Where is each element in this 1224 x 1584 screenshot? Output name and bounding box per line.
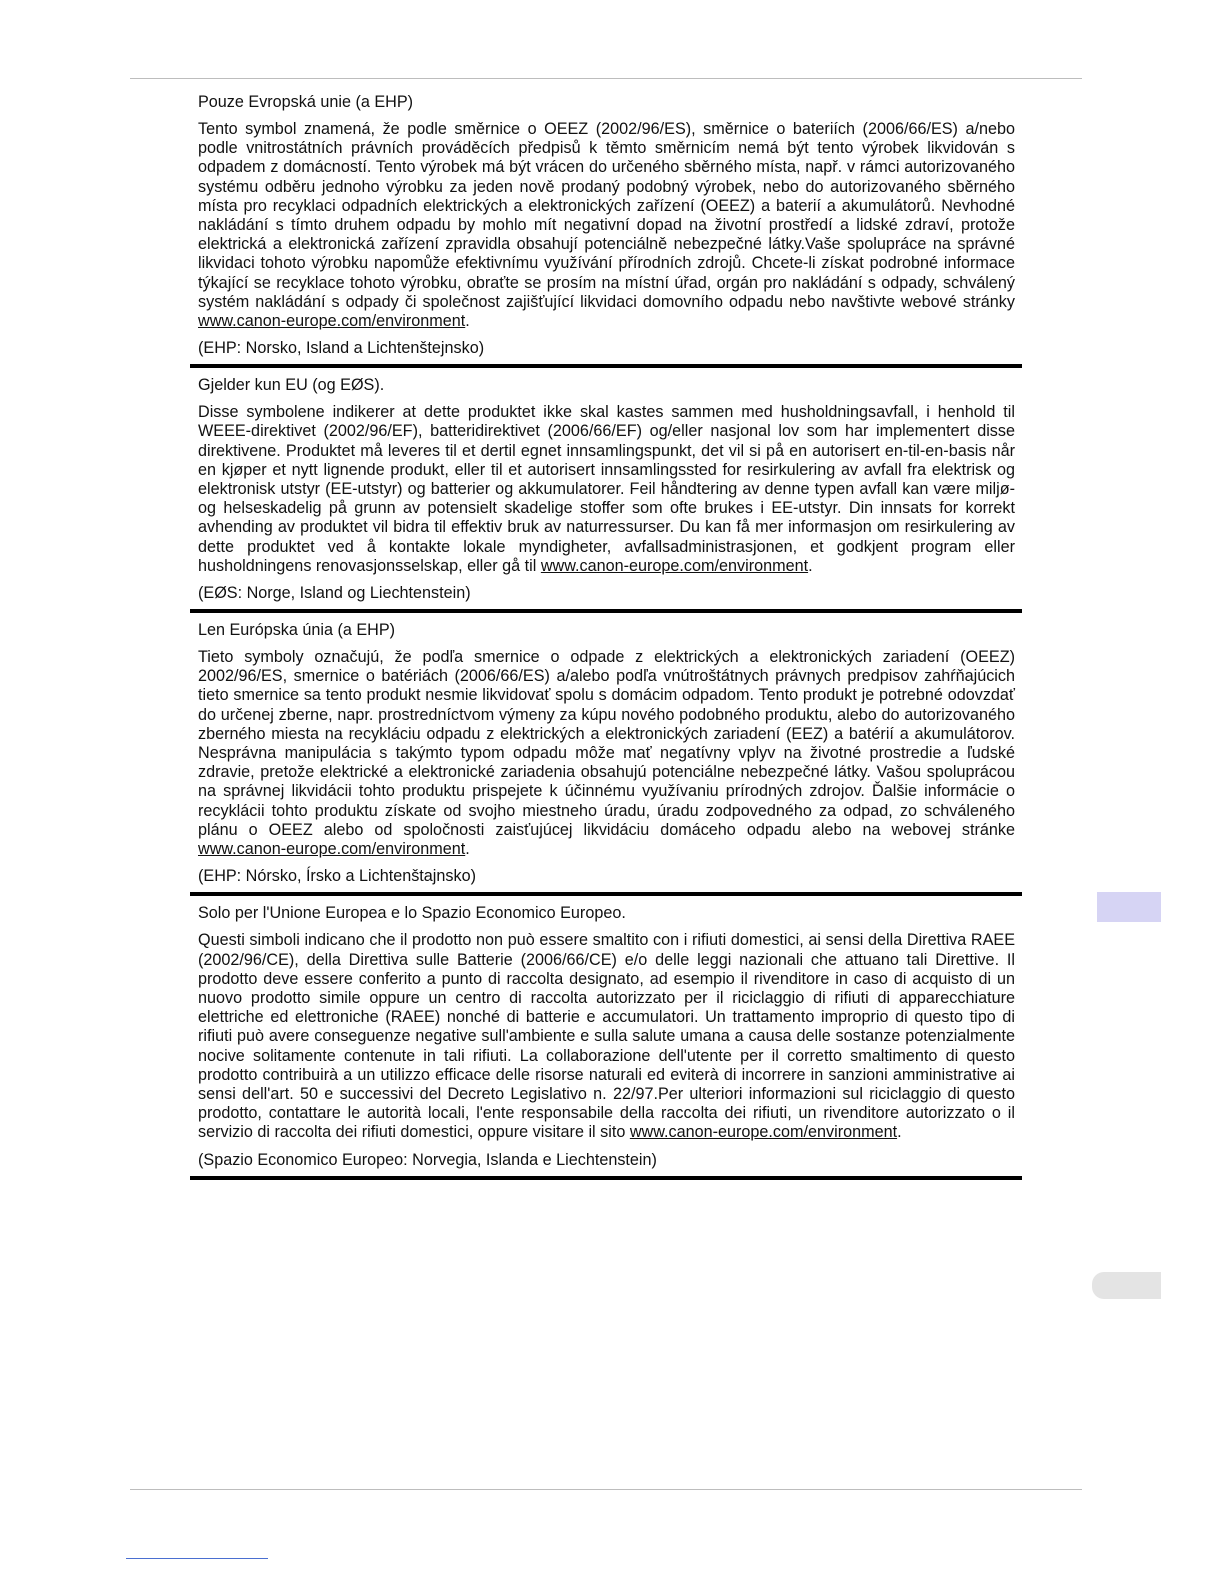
section-slovak bbox=[198, 619, 1015, 887]
section-note: (EHP: Nórsko, Írsko a Lichtenštajnsko) bbox=[198, 867, 476, 886]
link-period: . bbox=[808, 556, 813, 575]
section-note: (Spazio Economico Europeo: Norvegia, Islanda e Liechtenstein) bbox=[198, 1150, 657, 1169]
section-heading: Pouze Evropská unie (a EHP) bbox=[198, 93, 414, 111]
environment-link[interactable]: www.canon-europe.com/environment bbox=[198, 312, 466, 331]
document-content bbox=[198, 91, 1015, 1186]
header-rule bbox=[130, 78, 1082, 79]
link-period: . bbox=[465, 840, 470, 859]
section-note: (EHP: Norsko, Island a Lichtenštejnsko) bbox=[198, 339, 485, 358]
footer-rule bbox=[130, 1489, 1082, 1490]
environment-link[interactable]: www.canon-europe.com/environment bbox=[629, 1123, 898, 1142]
chapter-tab-marker[interactable] bbox=[1092, 1272, 1161, 1299]
section-heading: Len Európska únia (a EHP) bbox=[198, 621, 396, 640]
section-body bbox=[198, 120, 1015, 331]
section-body bbox=[198, 403, 1015, 576]
section-italian bbox=[198, 902, 1015, 1170]
section-body bbox=[198, 931, 1015, 1142]
chapter-index-tab[interactable] bbox=[1097, 892, 1161, 922]
section-divider bbox=[190, 892, 1022, 896]
environment-link[interactable]: www.canon-europe.com/environment bbox=[540, 556, 809, 575]
section-text: Tento symbol znamená, že podle směrnice o OEEZ (2002/96/ES), směrnice o bateriích (2006/66/ES) a/nebo podle vnitrostátních právních prováděcích předpisů k těmto směrnicím nemá být tento výrobek likvidován s odpadem z domácností. Tento výrobek má být vrácen do určeného sběrného místa, např. v rámci autorizovaného systému odběru jednoho výrobku za jeden nově prodaný podobný výrobek, nebo do autorizovaného sběrného místa pro recyklaci odpadních elektrických a elektronických zařízení (OEEZ) a baterií a akumulátorů. Nevhodné nakládání s tímto druhem odpadu by mohlo mít negativní dopad na životní prostředí a lidské zdraví, protože elektrická a elektronická zařízení zpravidla obsahují potenciálně nebezpečné látky.Vaše spolupráce na správné likvidaci tohoto výrobku napomůže efektivnímu využívání přírodních zdrojů. Chcete-li získat podrobné informace týkající se recyklace tohoto výrobku, obraťte se prosím na místní úřad, orgán pro nakládání s odpady, schválený systém nakládání s odpady či společnost zajišťující likvidaci domovního odpadu nebo navštivte webové stránky bbox=[198, 120, 1015, 311]
section-divider bbox=[190, 364, 1022, 368]
section-divider bbox=[190, 1176, 1022, 1180]
section-norwegian bbox=[198, 374, 1015, 604]
section-heading: Gjelder kun EU (og EØS). bbox=[198, 376, 385, 395]
section-divider bbox=[190, 609, 1022, 613]
section-text: Tieto symboly označujú, že podľa smernice o odpade z elektrických a elektronických zariadení (OEEZ) 2002/96/ES, smernice o batériách (2006/66/ES) a/alebo podľa vnútroštátnych právnych predpisov zahŕňajúcich tieto smernice sa tento produkt nesmie likvidovať spolu s domácim odpadom. Tento produkt je potrebné odovzdať do určenej zberne, napr. prostredníctvom výmeny za kúpu nového podobného produktu, alebo do autorizovaného zberného miesta na recykláciu odpadu z elektrických a elektronických zariadení (EEZ) a batérií a akumulátorov. Nesprávna manipulácia s takýmto typom odpadu môže mať negatívny vplyv na životné prostredie a ľudské zdravie, pretože elektrické a elektronické zariadenia obsahujú potenciálne nebezpečné látky. Vašou spoluprácou na správnej likvidácii tohto produktu prispejete k účinnému využívaniu prírodných zdrojov. Ďalšie informácie o recyklácii tohto produktu získate od svojho miestneho úradu, úradu zodpovedného za odpad, zo schváleného plánu o OEEZ alebo od spoločnosti zaisťujúcej likvidáciu domáceho odpadu alebo na webovej stránke bbox=[198, 648, 1015, 839]
link-period: . bbox=[465, 312, 470, 331]
section-heading: Solo per l'Unione Europea e lo Spazio Economico Europeo. bbox=[198, 904, 626, 923]
environment-link[interactable]: www.canon-europe.com/environment bbox=[198, 840, 466, 859]
footer-link-underline bbox=[126, 1558, 268, 1559]
link-period: . bbox=[897, 1123, 902, 1142]
section-text: Questi simboli indicano che il prodotto non può essere smaltito con i rifiuti domestici, ai sensi della Direttiva RAEE (2002/96/CE), della Direttiva sulle Batterie (2006/66/CE) e/o delle leggi nazionali che attuano tali Direttive. Il prodotto deve essere conferito a punto di raccolta designato, ad esempio il rivenditore in caso di acquisto di un nuovo prodotto simile oppure un centro di raccolta autorizzato per il riciclaggio di rifiuti di apparecchiature elettriche ed elettroniche (RAEE) nonché di batterie e accumulatori. Un trattamento improprio di questo tipo di rifiuti può avere conseguenze negative sull'ambiente e sulla salute umana a causa delle sostanze potenzialmente nocive solitamente contenute in tali rifiuti. La collaborazione dell'utente per il corretto smaltimento di questo prodotto contribuirà a un utilizzo efficace delle risorse naturali ed eviterà di incorrere in sanzioni amministrative ai sensi dell'art. 50 e successivi del Decreto Legislativo n. 22/97.Per ulteriori informazioni sul riciclaggio di questo prodotto, contattare le autorità locali, l'ente responsabile della raccolta dei rifiuti, un rivenditore autorizzato o il servizio di raccolta dei rifiuti domestici, oppure visitare il sito bbox=[198, 931, 1015, 1142]
section-czech bbox=[198, 91, 1015, 359]
section-body bbox=[198, 648, 1015, 859]
section-text: Disse symbolene indikerer at dette produktet ikke skal kastes sammen med husholdningsavfall, i henhold til WEEE-direktivet (2002/96/EF), batteridirektivet (2006/66/EF) og/eller nasjonal lov som har implementert disse direktivene. Produktet må leveres til et dertil egnet innsamlingspunkt, det vil si på en autorisert en-til-en-basis når en kjøper et nytt lignende produkt, eller til et autorisert innsamlingssted for resirkulering av avfall fra elektrisk og elektronisk utstyr (EE-utstyr) og batterier og akkumulatorer. Feil håndtering av denne typen avfall kan være miljø- og helseskadelig på grunn av potensielt skadelige stoffer som ofte brukes i EE-utstyr. Din innsats for korrekt avhending av produktet vil bidra til effektiv bruk av naturressurser. Du kan få mer informasjon om resirkulering av dette produktet ved å kontakte lokale myndigheter, avfallsadministrasjonen, et godkjent program eller husholdningens renovasjonsselskap, eller gå til bbox=[198, 403, 1015, 575]
section-note: (EØS: Norge, Island og Liechtenstein) bbox=[198, 584, 471, 603]
